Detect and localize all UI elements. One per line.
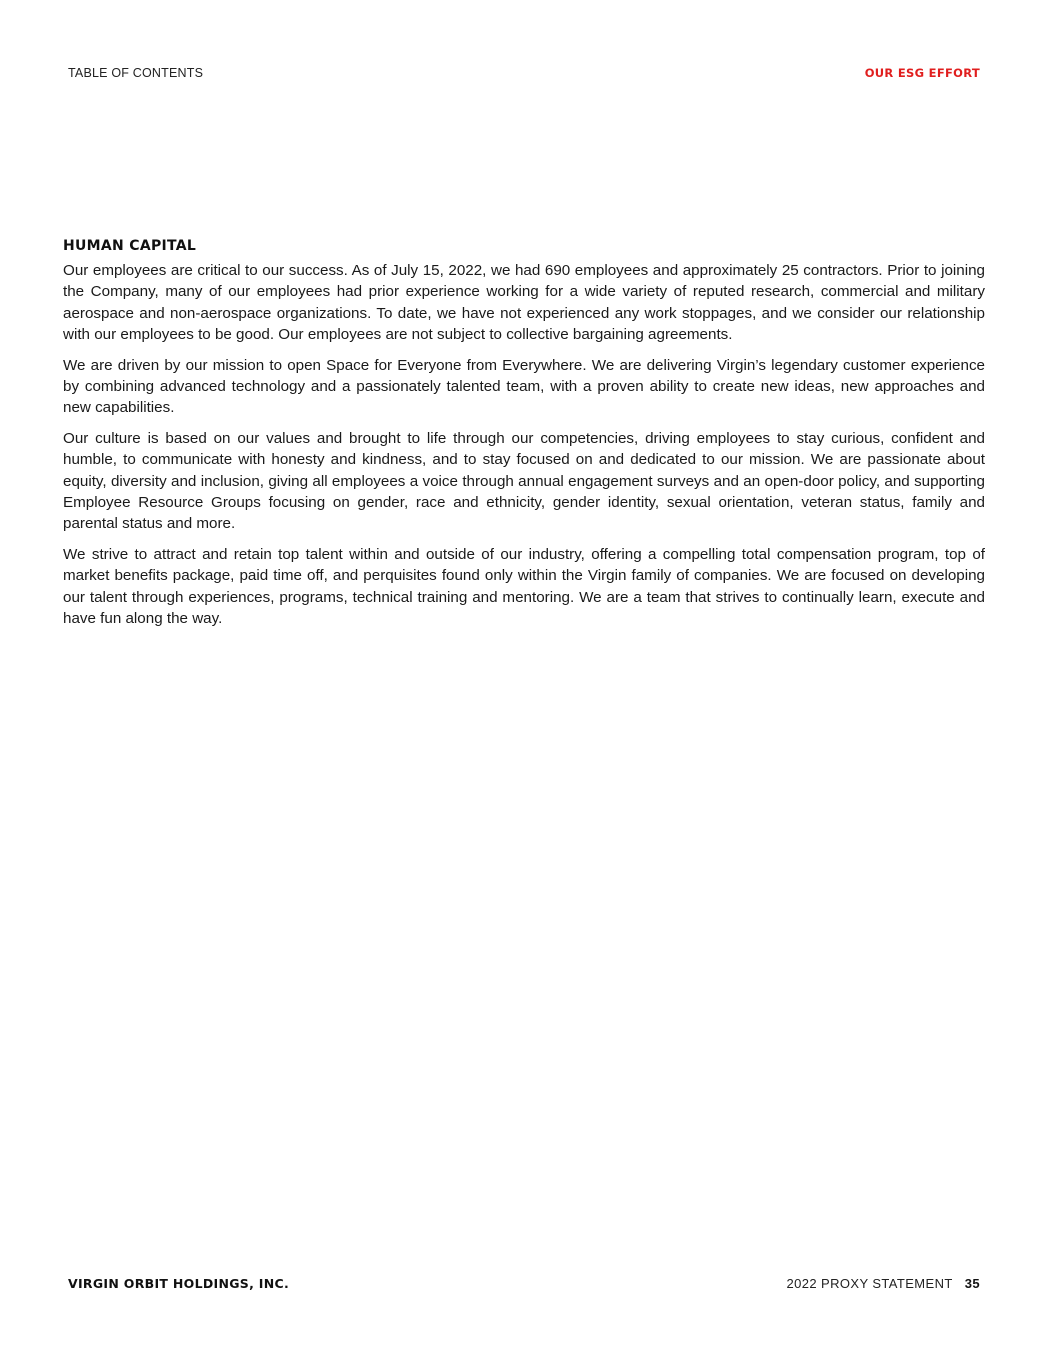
footer-company-name: VIRGIN ORBIT HOLDINGS, INC. xyxy=(68,1276,290,1291)
section-label: OUR ESG EFFORT xyxy=(864,66,980,80)
main-content xyxy=(63,238,985,639)
footer-document-info xyxy=(787,1276,980,1291)
paragraph: Our employees are critical to our success. As of July 15, 2022, we had 690 employees and approximately 25 contractors. Prior to joining the Company, many of our employees had prior experience working for a wide variety of reputed research, commercial and military aerospace and non-aerospace organizations. To date, we have not experienced any work stoppages, and we consider our relationship with our employees to be good. Our employees are not subject to collective bargaining agreements. xyxy=(63,262,985,344)
paragraph: We strive to attract and retain top talent within and outside of our industry, offering a compelling total compensation program, top of market benefits package, paid time off, and perquisites found only within the Virgin family of companies. We are focused on developing our talent through experiences, programs, technical training and mentoring. We are a team that strives to continually learn, execute and have fun along the way. xyxy=(63,545,985,628)
paragraph: Our culture is based on our values and brought to life through our competencies, driving employees to stay curious, confident and humble, to communicate with honesty and kindness, and to stay focused on and dedicated to our mission. We are passionate about equity, diversity and inclusion, giving all employees a voice through annual engagement surveys and an open-door policy, and supporting Employee Resource Groups focusing on gender, race and ethnicity, gender identity, sexual orientation, veteran status, family and parental status and more. xyxy=(63,429,985,533)
paragraph: We are driven by our mission to open Space for Everyone from Everywhere. We are delivering Virgin’s legendary customer experience by combining advanced technology and a passionately talented team, with a proven ability to create new ideas, new approaches and new capabilities. xyxy=(63,356,985,417)
table-of-contents-link[interactable]: TABLE OF CONTENTS xyxy=(68,66,204,80)
page-number: 35 xyxy=(964,1276,980,1291)
footer-document-title: 2022 PROXY STATEMENT xyxy=(786,1276,953,1291)
section-heading: HUMAN CAPITAL xyxy=(63,238,197,254)
